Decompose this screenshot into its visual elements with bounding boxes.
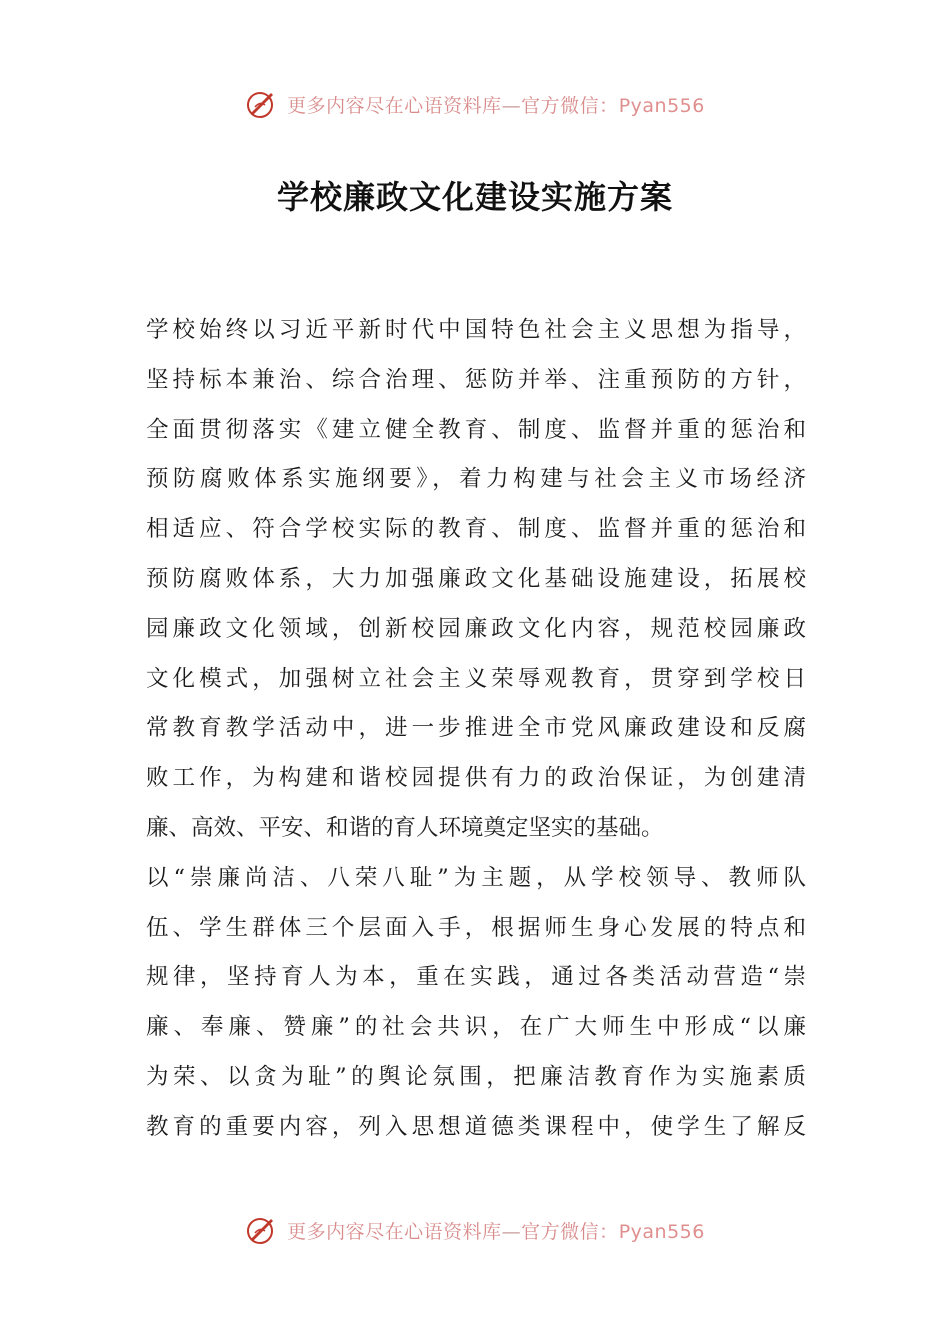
watermark-account: Pyan556 [618,1220,705,1243]
body-line: 常教育教学活动中，进一步推进全市党风廉政建设和反腐 [146,715,806,742]
body-line: 全面贯彻落实《建立健全教育、制度、监督并重的惩治和 [146,416,806,443]
body-line: 以“崇廉尚洁、八荣八耻”为主题，从学校领导、教师队 [146,864,806,891]
body-line: 文化模式，加强树立社会主义荣辱观教育，贯穿到学校日 [146,665,806,692]
body-line: 相适应、符合学校实际的教育、制度、监督并重的惩治和 [146,516,806,543]
body-line: 伍、学生群体三个层面入手，根据师生身心发展的特点和 [146,914,806,941]
watermark-dash: — [501,94,522,117]
body-line: 学校始终以习近平新时代中国特色社会主义思想为指导， [146,317,806,343]
body-line: 坚持标本兼治、综合治理、惩防并举、注重预防的方针， [146,366,806,393]
footer-watermark [0,1208,950,1252]
watermark-label: 官方微信： [521,94,619,117]
pen-logo-icon [245,87,279,121]
watermark-label: 官方微信： [521,1220,619,1243]
body-line: 规律，坚持育人为本，重在实践，通过各类活动营造“崇 [146,964,806,991]
body-line: 预防腐败体系实施纲要》，着力构建与社会主义市场经济 [146,466,806,493]
watermark-account: Pyan556 [618,94,705,117]
watermark-dash: — [501,1220,522,1243]
document-title: 学校廉政文化建设实施方案 [276,178,673,216]
pen-logo-icon [245,1213,279,1247]
watermark-site: 更多内容尽在心语资料库 [287,94,502,117]
body-line: 园廉政文化领域，创新校园廉政文化内容，规范校园廉政 [146,615,806,642]
body-line: 廉、高效、平安、和谐的育人环境奠定坚实的基础。 [146,814,664,841]
body-line: 廉、奉廉、赞廉”的社会共识，在广大师生中形成“以廉 [146,1014,806,1041]
document-body [146,306,806,1153]
body-line: 败工作，为构建和谐校园提供有力的政治保证，为创建清 [146,765,806,792]
watermark-text [287,1217,705,1244]
header-watermark [0,82,950,126]
body-line: 预防腐败体系，大力加强廉政文化基础设施建设，拓展校 [146,565,806,592]
watermark-text [287,91,705,118]
body-line: 教育的重要内容，列入思想道德类课程中，使学生了解反 [146,1113,806,1140]
watermark-site: 更多内容尽在心语资料库 [287,1220,502,1243]
body-line: 为荣、以贪为耻”的舆论氛围，把廉洁教育作为实施素质 [146,1063,806,1090]
